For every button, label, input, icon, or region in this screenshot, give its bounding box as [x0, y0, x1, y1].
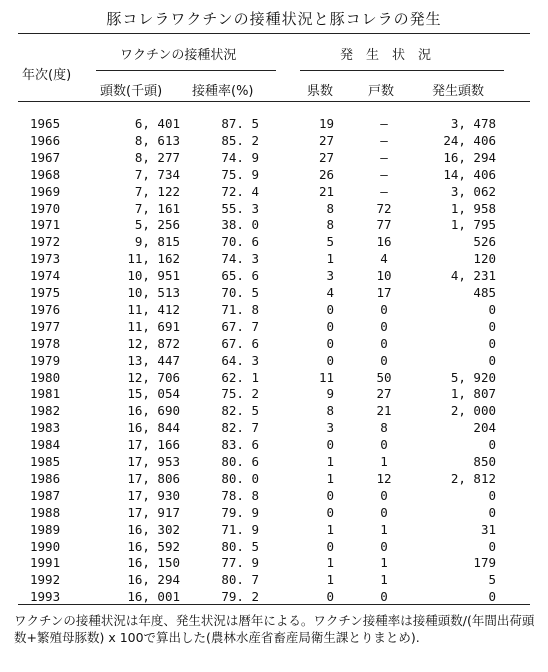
table-row — [0, 285, 548, 302]
cell-year: 1966 — [30, 132, 61, 148]
cell-vaccination-rate: 70. 6 — [221, 234, 259, 250]
cell-head-count: 9, 815 — [134, 234, 180, 250]
cell-year: 1981 — [30, 386, 61, 402]
cell-year: 1987 — [30, 487, 61, 503]
cell-outbreak-head-count: 2, 000 — [450, 403, 496, 419]
cell-farm-count: 0 — [380, 301, 388, 317]
cell-farm-count: 72 — [376, 200, 392, 216]
cell-prefecture-count: 8 — [326, 403, 334, 419]
cell-outbreak-head-count: 120 — [473, 251, 496, 267]
cell-prefecture-count: 5 — [326, 234, 334, 250]
footnote: ワクチンの接種状況は年度、発生状況は暦年による。ワクチン接種率は接種頭数/(年間出荷頭数+繁殖母豚数) x 100で算出した(農林水産省畜産局衛生課とりまとめ). — [14, 613, 535, 645]
cell-prefecture-count: 1 — [326, 555, 334, 571]
table-row — [0, 539, 548, 556]
cell-vaccination-rate: 79. 9 — [221, 504, 259, 520]
cell-prefecture-count: 11 — [318, 369, 334, 385]
cell-year: 1992 — [30, 572, 61, 588]
cell-year: 1989 — [30, 521, 61, 537]
table-row — [0, 420, 548, 437]
cell-head-count: 10, 513 — [127, 285, 180, 300]
cell-year: 1977 — [30, 318, 61, 334]
cell-outbreak-head-count: 14, 406 — [443, 166, 496, 182]
cell-vaccination-rate: 80. 5 — [221, 538, 259, 554]
cell-farm-count: 17 — [376, 285, 392, 300]
cell-farm-count: — — [380, 183, 388, 199]
cell-farm-count: 50 — [376, 369, 392, 385]
table-row — [0, 437, 548, 454]
cell-outbreak-head-count: 5 — [488, 572, 496, 588]
cell-head-count: 11, 691 — [127, 318, 180, 334]
cell-year: 1991 — [30, 555, 61, 571]
cell-outbreak-head-count: 0 — [488, 538, 496, 554]
cell-head-count: 8, 277 — [134, 149, 180, 165]
table-row — [0, 336, 548, 353]
cell-vaccination-rate: 71. 9 — [221, 521, 259, 537]
cell-farm-count: — — [380, 116, 388, 131]
cell-prefecture-count: 9 — [326, 386, 334, 402]
cell-vaccination-rate: 67. 7 — [221, 318, 259, 334]
header-outbreak-group: 発 生 状 況 — [340, 48, 432, 63]
table-row — [0, 133, 548, 150]
cell-vaccination-rate: 38. 0 — [221, 217, 259, 233]
table-row — [0, 454, 548, 471]
cell-vaccination-rate: 75. 2 — [221, 386, 259, 402]
cell-head-count: 17, 930 — [127, 487, 180, 503]
cell-vaccination-rate: 82. 7 — [221, 420, 259, 436]
cell-outbreak-head-count: 179 — [473, 555, 496, 571]
cell-outbreak-head-count: 0 — [488, 301, 496, 317]
cell-head-count: 17, 953 — [127, 454, 180, 469]
cell-farm-count: 0 — [380, 318, 388, 334]
cell-vaccination-rate: 67. 6 — [221, 335, 259, 351]
table-row — [0, 572, 548, 589]
cell-prefecture-count: 0 — [326, 589, 334, 605]
cell-year: 1990 — [30, 538, 61, 554]
cell-farm-count: 0 — [380, 504, 388, 520]
cell-outbreak-head-count: 204 — [473, 420, 496, 436]
cell-farm-count: 1 — [380, 521, 388, 537]
cell-year: 1976 — [30, 301, 61, 317]
cell-vaccination-rate: 72. 4 — [221, 183, 259, 199]
cell-farm-count: 77 — [376, 217, 392, 233]
cell-head-count: 16, 294 — [127, 572, 180, 588]
cell-prefecture-count: 21 — [318, 183, 334, 199]
table-row — [0, 116, 548, 133]
cell-farm-count: 0 — [380, 487, 388, 503]
cell-head-count: 17, 806 — [127, 470, 180, 486]
cell-vaccination-rate: 78. 8 — [221, 487, 259, 503]
cell-prefecture-count: 1 — [326, 470, 334, 486]
table-row — [0, 353, 548, 370]
cell-head-count: 12, 872 — [127, 335, 180, 351]
cell-year: 1971 — [30, 217, 61, 233]
cell-outbreak-head-count: 0 — [488, 437, 496, 453]
cell-year: 1980 — [30, 369, 61, 385]
cell-farm-count: 1 — [380, 454, 388, 469]
table-row — [0, 217, 548, 234]
cell-outbreak-head-count: 24, 406 — [443, 132, 496, 148]
cell-farm-count: 0 — [380, 335, 388, 351]
cell-prefecture-count: 27 — [318, 149, 334, 165]
cell-farm-count: 0 — [380, 589, 388, 605]
cell-head-count: 16, 302 — [127, 521, 180, 537]
cell-year: 1983 — [30, 420, 61, 436]
table-bottom-rule — [18, 604, 530, 605]
cell-prefecture-count: 8 — [326, 217, 334, 233]
header-vaccine-group: ワクチンの接種状況 — [120, 48, 237, 63]
cell-prefecture-count: 0 — [326, 487, 334, 503]
cell-farm-count: 1 — [380, 572, 388, 588]
cell-farm-count: 21 — [376, 403, 392, 419]
cell-year: 1974 — [30, 268, 61, 284]
table-row — [0, 370, 548, 387]
cell-outbreak-head-count: 0 — [488, 335, 496, 351]
cell-prefecture-count: 4 — [326, 285, 334, 300]
cell-head-count: 7, 122 — [134, 183, 180, 199]
cell-year: 1984 — [30, 437, 61, 453]
cell-prefecture-count: 1 — [326, 454, 334, 469]
cell-year: 1979 — [30, 352, 61, 368]
cell-head-count: 17, 166 — [127, 437, 180, 453]
cell-outbreak-head-count: 485 — [473, 285, 496, 300]
cell-outbreak-head-count: 1, 795 — [450, 217, 496, 233]
cell-prefecture-count: 27 — [318, 132, 334, 148]
cell-outbreak-head-count: 3, 062 — [450, 183, 496, 199]
table-row — [0, 251, 548, 268]
cell-farm-count: 0 — [380, 352, 388, 368]
cell-outbreak-head-count: 1, 807 — [450, 386, 496, 402]
cell-head-count: 11, 412 — [127, 301, 180, 317]
cell-head-count: 12, 706 — [127, 369, 180, 385]
cell-farm-count: 8 — [380, 420, 388, 436]
cell-prefecture-count: 1 — [326, 251, 334, 267]
cell-prefecture-count: 8 — [326, 200, 334, 216]
cell-head-count: 16, 690 — [127, 403, 180, 419]
cell-head-count: 6, 401 — [134, 116, 180, 131]
cell-year: 1985 — [30, 454, 61, 469]
cell-year: 1978 — [30, 335, 61, 351]
table-title: 豚コレラワクチンの接種状況と豚コレラの発生 — [106, 10, 442, 28]
cell-vaccination-rate: 79. 2 — [221, 589, 259, 605]
table-row — [0, 302, 548, 319]
cell-vaccination-rate: 70. 5 — [221, 285, 259, 300]
cell-head-count: 16, 150 — [127, 555, 180, 571]
cell-year: 1975 — [30, 285, 61, 300]
cell-farm-count: — — [380, 149, 388, 165]
cell-year: 1968 — [30, 166, 61, 182]
cell-head-count: 10, 951 — [127, 268, 180, 284]
cell-outbreak-head-count: 0 — [488, 318, 496, 334]
table-row — [0, 386, 548, 403]
table-row — [0, 471, 548, 488]
cell-farm-count: 10 — [376, 268, 392, 284]
table-row — [0, 522, 548, 539]
cell-year: 1967 — [30, 149, 61, 165]
cell-vaccination-rate: 85. 2 — [221, 132, 259, 148]
cell-outbreak-head-count: 3, 478 — [450, 116, 496, 131]
cell-year: 1972 — [30, 234, 61, 250]
cell-vaccination-rate: 65. 6 — [221, 268, 259, 284]
cell-prefecture-count: 3 — [326, 420, 334, 436]
cell-head-count: 13, 447 — [127, 352, 180, 368]
table-row — [0, 319, 548, 336]
cell-prefecture-count: 0 — [326, 352, 334, 368]
cell-vaccination-rate: 74. 9 — [221, 149, 259, 165]
cell-outbreak-head-count: 850 — [473, 454, 496, 469]
cell-outbreak-head-count: 0 — [488, 504, 496, 520]
cell-vaccination-rate: 80. 6 — [221, 454, 259, 469]
cell-vaccination-rate: 80. 7 — [221, 572, 259, 588]
cell-vaccination-rate: 64. 3 — [221, 352, 259, 368]
header-year: 年次(度) — [22, 68, 72, 83]
header-farm-count: 戸数 — [368, 84, 395, 99]
cell-vaccination-rate: 62. 1 — [221, 369, 259, 385]
cell-outbreak-head-count: 0 — [488, 487, 496, 503]
cell-prefecture-count: 1 — [326, 521, 334, 537]
table-row — [0, 184, 548, 201]
cell-vaccination-rate: 55. 3 — [221, 200, 259, 216]
outbreak-group-rule — [300, 70, 504, 71]
cell-vaccination-rate: 80. 0 — [221, 470, 259, 486]
cell-year: 1982 — [30, 403, 61, 419]
cell-head-count: 8, 613 — [134, 132, 180, 148]
cell-vaccination-rate: 82. 5 — [221, 403, 259, 419]
cell-outbreak-head-count: 4, 231 — [450, 268, 496, 284]
header-vaccination-rate: 接種率(%) — [192, 84, 254, 99]
cell-prefecture-count: 26 — [318, 166, 334, 182]
cell-outbreak-head-count: 0 — [488, 352, 496, 368]
cell-farm-count: — — [380, 166, 388, 182]
cell-prefecture-count: 1 — [326, 572, 334, 588]
table-row — [0, 201, 548, 218]
cell-farm-count: 1 — [380, 555, 388, 571]
cell-prefecture-count: 19 — [318, 116, 334, 131]
cell-prefecture-count: 0 — [326, 335, 334, 351]
cell-farm-count: — — [380, 132, 388, 148]
table-row — [0, 403, 548, 420]
cell-year: 1993 — [30, 589, 61, 605]
header-head-count: 頭数(千頭) — [100, 84, 163, 99]
cell-outbreak-head-count: 2, 812 — [450, 470, 496, 486]
cell-farm-count: 4 — [380, 251, 388, 267]
cell-vaccination-rate: 87. 5 — [221, 116, 259, 131]
cell-prefecture-count: 0 — [326, 437, 334, 453]
cell-head-count: 16, 001 — [127, 589, 180, 605]
cell-prefecture-count: 0 — [326, 301, 334, 317]
cell-outbreak-head-count: 16, 294 — [443, 149, 496, 165]
table-row — [0, 167, 548, 184]
header-outbreak-head-count: 発生頭数 — [432, 84, 485, 99]
cell-head-count: 16, 592 — [127, 538, 180, 554]
cell-head-count: 7, 734 — [134, 166, 180, 182]
cell-vaccination-rate: 74. 3 — [221, 251, 259, 267]
cell-outbreak-head-count: 31 — [480, 521, 496, 537]
cell-farm-count: 0 — [380, 437, 388, 453]
table-row — [0, 488, 548, 505]
cell-head-count: 5, 256 — [134, 217, 180, 233]
cell-prefecture-count: 0 — [326, 318, 334, 334]
table-row — [0, 150, 548, 167]
table-row — [0, 234, 548, 251]
cell-head-count: 16, 844 — [127, 420, 180, 436]
cell-prefecture-count: 0 — [326, 504, 334, 520]
cell-outbreak-head-count: 5, 920 — [450, 369, 496, 385]
table-row — [0, 555, 548, 572]
cell-outbreak-head-count: 1, 958 — [450, 200, 496, 216]
header-prefecture-count: 県数 — [307, 84, 334, 99]
cell-vaccination-rate: 75. 9 — [221, 166, 259, 182]
cell-outbreak-head-count: 0 — [488, 589, 496, 605]
cell-vaccination-rate: 77. 9 — [221, 555, 259, 571]
cell-head-count: 17, 917 — [127, 504, 180, 520]
cell-year: 1970 — [30, 200, 61, 216]
table-row — [0, 268, 548, 285]
header-bottom-rule — [18, 101, 530, 102]
cell-farm-count: 16 — [376, 234, 392, 250]
cell-vaccination-rate: 71. 8 — [221, 301, 259, 317]
cell-year: 1988 — [30, 504, 61, 520]
vaccine-group-rule — [96, 70, 276, 71]
cell-outbreak-head-count: 526 — [473, 234, 496, 250]
cell-farm-count: 27 — [376, 386, 392, 402]
cell-head-count: 11, 162 — [127, 251, 180, 267]
cell-year: 1969 — [30, 183, 61, 199]
cell-prefecture-count: 0 — [326, 538, 334, 554]
cell-vaccination-rate: 83. 6 — [221, 437, 259, 453]
cell-year: 1973 — [30, 251, 61, 267]
cell-farm-count: 0 — [380, 538, 388, 554]
cell-head-count: 15, 054 — [127, 386, 180, 402]
cell-prefecture-count: 3 — [326, 268, 334, 284]
cell-year: 1986 — [30, 470, 61, 486]
cell-year: 1965 — [30, 116, 61, 131]
table-row — [0, 505, 548, 522]
cell-head-count: 7, 161 — [134, 200, 180, 216]
cell-farm-count: 12 — [376, 470, 392, 486]
table-top-rule — [18, 33, 530, 34]
